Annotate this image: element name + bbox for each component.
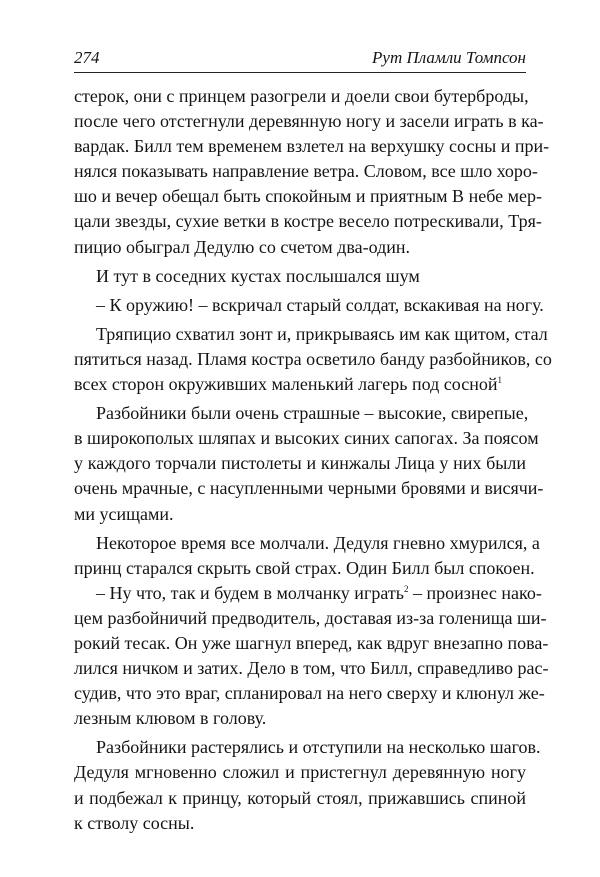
- text-line: принц старался скрыть свой страх. Один Билл был спокоен.: [74, 557, 535, 578]
- text-line: Дедуля мгновенно сложил и пристегнул деревянную ногу: [74, 762, 526, 783]
- footnote-ref: 2: [403, 583, 409, 594]
- running-title: Рут Пламли Томпсон: [372, 48, 526, 67]
- paragraph: [74, 293, 544, 318]
- paragraph: [74, 401, 544, 526]
- text-fragment: – произнес нако-: [408, 582, 542, 603]
- text-line: нялся показывать направление ветра. Словом, все шло хоро-: [74, 161, 538, 182]
- paragraph: [74, 322, 552, 397]
- paragraph: [74, 264, 526, 289]
- text-fragment: всех сторон окруживших маленький лагерь под сосной: [74, 374, 498, 395]
- text-line: [74, 581, 542, 606]
- text-line: у каждого торчали пистолеты и кинжалы Лица у них были: [74, 453, 526, 474]
- text-fragment: – Ну что, так и будем в молчанку играть: [96, 582, 404, 603]
- paragraph: [74, 84, 550, 260]
- header-rule: [74, 72, 526, 73]
- paragraph: [74, 581, 549, 732]
- text-line: И тут в соседних кустах послышался шум: [96, 265, 420, 286]
- text-line: Разбойники растерялись и отступили на несколько шагов.: [96, 737, 541, 758]
- text-line: очень мрачные, с насупленными черными бровями и висячи-: [74, 478, 544, 499]
- text-line: Тряпицио схватил зонт и, прикрываясь им как щитом, стал: [96, 323, 548, 344]
- text-line: к стволу сосны.: [74, 812, 195, 833]
- text-line: судив, что это враг, спланировал на него сверху и клюнул же-: [74, 683, 545, 704]
- text-line: цали звезды, сухие ветки в костре весело потрескивали, Тря-: [74, 211, 542, 232]
- text-line: Разбойники были очень страшные – высокие, свирепые,: [96, 403, 529, 424]
- text-line: [74, 372, 526, 397]
- text-line: и подбежал к принцу, который стоял, прижавшись спиной: [74, 787, 526, 808]
- text-line: – К оружию! – вскричал старый солдат, вскакивая на ногу.: [96, 294, 544, 315]
- text-line: рокий тесак. Он уже шагнул вперед, как вдруг внезапно пова-: [74, 632, 549, 653]
- text-line: в широкополых шляпах и высоких синих сапогах. За поясом: [74, 428, 539, 449]
- text-line: цем разбойничий предводитель, доставая из-за голенища ши-: [74, 607, 547, 628]
- footnote-ref: 1: [497, 375, 502, 386]
- text-line: шо и вечер обещал быть спокойным и приятным В небе мер-: [74, 186, 542, 207]
- text-line: пятиться назад. Пламя костра осветило банду разбойников, со: [74, 348, 552, 369]
- text-line: ми усищами.: [74, 503, 174, 524]
- text-line: лезным клювом в голову.: [74, 708, 267, 729]
- text-line: вардак. Билл тем временем взлетел на верхушку сосны и при-: [74, 136, 550, 157]
- text-line: Некоторое время все молчали. Дедуля гневно хмурился, а: [96, 532, 540, 553]
- text-line: пицио обыграл Дедулю со счетом два-один.: [74, 236, 410, 257]
- page-number: 274: [74, 48, 100, 67]
- text-line: после чего отстегнули деревянную ногу и засели играть в ка-: [74, 111, 544, 132]
- text-line: стерок, они с принцем разогрели и доели свои бутерброды,: [74, 86, 529, 106]
- body-text: [74, 84, 552, 836]
- paragraph: [74, 735, 541, 835]
- text-line: лился ничком и затих. Дело в том, что Билл, справедливо рас-: [74, 658, 549, 679]
- paragraph: [74, 531, 540, 581]
- running-header: [74, 46, 526, 70]
